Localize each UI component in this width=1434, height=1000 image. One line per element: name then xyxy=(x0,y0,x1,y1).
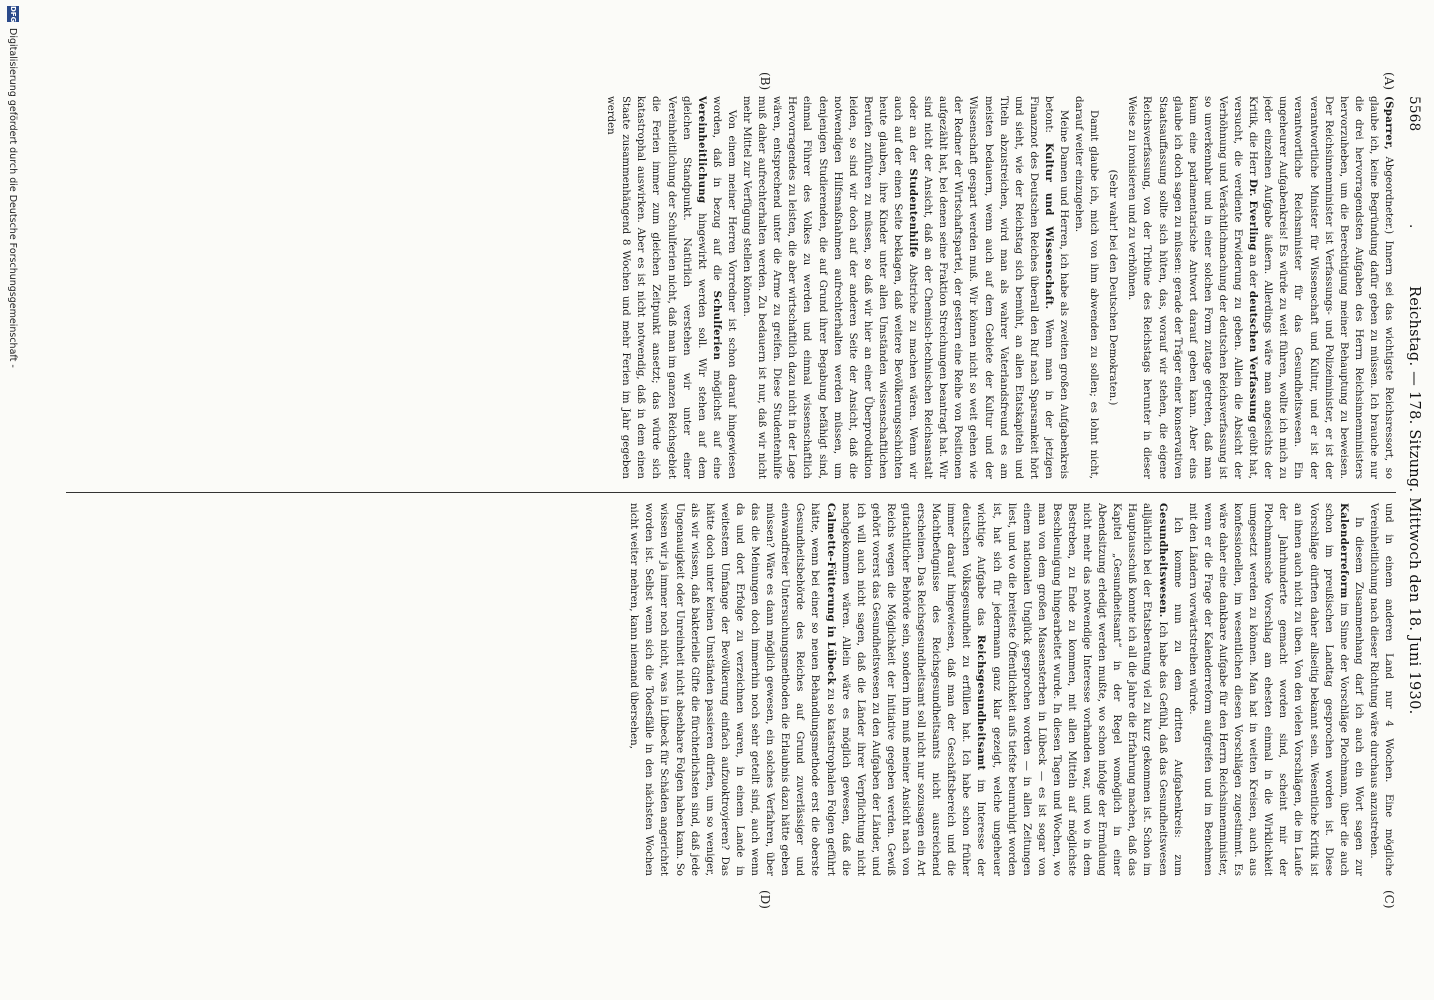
paragraph-text: im Interesse der deutschen Volksgesundheit zu erfüllen hat. Ich habe schon früher immer darauf hingewiesen, daß man der Geschäftsbereich und die Machtbefugnisse des Reichsgesundheitsamts nicht ausreichend erscheinen. Das Reichsgesundheitsamt soll nicht nur sozusagen ein Art gutachtlicher Behörde sein, sondern ihm muß meiner Ansicht nach von Reichs wegen die Möglichkeit der Initiative gegeben werden. Gewiß gehört vorerst das Gesundheitswesen zu den Aufgaben der Länder, und ich will auch nicht sagen, daß die Länder ihrer Verpflichtung nicht nachgekommen wären. Allein wäre es möglich gewesen, daß die xyxy=(839,503,987,876)
paragraph-text: im Sinne der Vorschläge Plochmann, über die auch schon im preußischen Landtag gesprochen worden ist. Diese Vorschläge dürften daher allseitig bekannt sein. Wesentliche Kritik ist an ihnen auch nicht zu üben. Von den vielen Vorschlägen, die im Laufe der Jahrhunderte gemacht worden sind, scheint mir der Plochmannsche Vorschlag am ehesten einmal in die Wirklichkeit umgesetzt werden zu können. Man hat in weiten Kreisen, auch aus konfessionellen, im wesentlichen diesen Vorschlägen zugestimmt. Es wäre daher eine dankbare Aufgabe für den Herrn Reichsinnenminister, wenn er die Frage der Kalenderreform aufgreifen und im Benehmen mit den Ländern vorwärtstreiben würde. xyxy=(1186,503,1349,876)
bold-term: Schulferien xyxy=(710,290,723,361)
paragraph-text: Ich habe das Gefühl, daß das Gesundheitswesen alljährlich bei der Etatsberatung viel zu kurz gekommen ist. Schon im Hauptausschuß konnte ich all die Jahre die Erfahrung machen, daß das Kapitel „Gesundheitsamt“ in der Regel womöglich in einer Abendsitzung erledigt werden mußte, wo schon infolge der Ermüdung nicht mehr das notwendige Interesse vorhanden war, und wo in dem Bestreben, zu Ende zu kommen, mit allen Mitteln auf möglichste Beschleunigung hingearbeitet wurde. In diesen Tagen und Wochen, wo man von dem großen Massensterben in Lübeck — es ist sogar von einem nationalen Unglück gesprochen worden — in allen Zeitungen liest, und wo die breiteste Öffentlichkeit aufs tiefste beunruhigt worden ist, hat sich für jedermann ganz klar gezeigt, welche ungeheuer wichtige Aufgabe das xyxy=(975,503,1168,876)
bold-term: Studentenhilfe xyxy=(907,168,920,258)
bold-term: Calmette-Fütterung in Lübeck xyxy=(824,503,837,685)
paragraph: und in einem anderen Land nur 4 Wochen. Eine mögliche Vereinheitlichung nach dieser Richtung wäre durchaus anzustreben. xyxy=(1367,503,1394,876)
speaker-name: (Sparrer, xyxy=(1383,96,1395,150)
margin-marker-d: (D) xyxy=(758,890,772,909)
paragraph-text: möglichst auf eine xyxy=(710,370,722,479)
paragraph-text: Meine Damen und Herren, ich habe als zweiten großen Aufgabenkreis betont: xyxy=(1042,96,1070,479)
bold-term: Kalenderreform xyxy=(1337,503,1350,599)
paragraph: Damit glaube ich, mich von ihm abwenden zu sollen; es lohnt nicht, darauf weiter einzugehen. xyxy=(1073,96,1100,479)
margin-marker-a: (A) xyxy=(1382,72,1396,91)
paragraph xyxy=(626,503,1184,876)
paragraph-text: Von einem meiner Herren Vorredner ist schon darauf hingewiesen worden, daß in bezug auf die xyxy=(710,96,737,479)
bold-name: Dr. Everling xyxy=(1247,178,1260,251)
dfg-logo: DFG xyxy=(9,6,17,23)
margin-marker-c: (C) xyxy=(1382,890,1396,909)
bold-term: Vereinheitlichung xyxy=(695,96,708,204)
paragraph-text: Ich komme nun zu dem dritten Aufgabenkreis: zum xyxy=(1171,517,1183,876)
header-title: Reichstag. — 178. Sitzung. Mittwoch den 18. Juni 1930. xyxy=(1406,286,1422,715)
page-header xyxy=(1398,96,1422,966)
paragraph xyxy=(739,96,1071,479)
paragraph-text: geübt hat, versucht, die verdiente Erwiderung zu geben. Allein die Absicht der Verhöhnung und Verächtlichmachung der deutschen Reichsverfassung ist so unverkennbar und in einer solchen Form zutage getreten, daß man kaum eine parlamentarische Antwort darauf geben kann. Aber eins glaube ich doch sagen zu müssen: gerade der Träger einer konservativen Staatsauffassung sollte sich hüten, das, worauf wir stehen, die eigene Reichsverfassung, von der Tribüne des Reichstags herunter in dieser Weise zu ironisieren und zu verhöhnen. xyxy=(1126,96,1259,479)
paragraph-text: hingewirkt werden soll. Wir stehen auf dem gleichen Standpunkt. Natürlich verstehen wir unter einer Vereinheitlichung der Schulferien nicht, daß man im ganzen Reichsgebiet die Ferien immer zum gleichen Zeitpunkt ansetzt; das würde sich katastrophal auswirken. Aber es ist nicht notwendig, daß in dem einen Staate zusammenhängend 8 Wochen und mehr Ferien im Jahr gegeben werden xyxy=(605,96,707,479)
paragraph-text: an der xyxy=(1247,254,1259,288)
left-column xyxy=(66,96,1396,479)
header-dot: . xyxy=(1406,224,1422,229)
paragraph-text: Wenn man in der jetzigen Finanznot des Deutschen Reiches überall den Ruf nach Sparsamkeit hört und sieht, wie der Reichstag sich bemüht, an allen Etatskapiteln und Titeln abzustreichen, wird man als wahrer Vaterlandsfreund es am meisten bedauern, wenn auch auf dem Gebiete der Kultur und der Wissenschaft gespart werden muß. Wir können nicht so weit gehen wie der Redner der Wirtschaftspartei, der gestern eine Reihe von Positionen aufgezählt hat, bei denen seine Fraktion Streichungen beantragt hat. Wir sind nicht der Ansicht, daß an der Chemisch-technischen Reichsanstalt oder an der xyxy=(907,96,1054,479)
right-column xyxy=(66,492,1396,876)
bold-term: deutschen Verfassung xyxy=(1247,290,1260,423)
paragraph xyxy=(603,96,739,479)
paragraph xyxy=(1124,96,1396,479)
bold-term: Reichsgesundheitsamt xyxy=(975,634,988,771)
paragraph-text: In diesem Zusammenhang darf ich auch ein Wort sagen zur xyxy=(1352,517,1364,876)
digitization-footer xyxy=(0,0,22,1000)
footer-text: Digitalisierung gefördert durch die Deutsche Forschungsgemeinschaft - xyxy=(7,28,18,368)
interjection: (Sehr wahr! bei den Deutschen Demokraten.) xyxy=(1107,169,1119,406)
margin-marker-b: (B) xyxy=(758,72,772,91)
paragraph xyxy=(1185,503,1366,876)
bold-term: Kultur und Wissenschaft. xyxy=(1042,142,1055,310)
paragraph-text: zu so katastrophalen Folgen geführt hätte, wenn bei einer so neuen Behandlungsmethode erst die oberste Gesundheitsbehörde des Reiches auf Grund zuverlässiger und einwandfreier Untersuchungsmethoden die Erlaubnis dazu hätte geben müssen? Wäre es dann möglich gewesen, ein solches Verfahren, über das die Meinungen doch immerhin noch sehr geteilt sind, auch wenn da und dort Erfolge zu verzeichnen waren, in einem Lande in weitestem Umfange der Bevölkerung einfach aufzuoktroyieren? Das hätte doch unter keinen Umständen passieren dürfen, um so weniger, als wir wissen, daß bakterielle Gifte die fürchterlichsten sind, daß jede Ungenauigkeit oder Unreinheit nicht absehbare Folgen haben kann. So wissen wir ja immer noch nicht, was in Lübeck für Schäden angerichtet worden ist. Selbst wenn sich die Todesfälle in den nächsten Wochen nicht weiter mehren, kann niemand übersehen, xyxy=(628,503,836,876)
bold-term: Gesundheitswesen. xyxy=(1156,503,1169,618)
paragraph-text: Abstriche zu machen wären. Wenn wir auch auf der einen Seite beklagen, daß weitere Bevölkerungsschichten heute glauben, ihre Kinder unter allen Umständen wissenschaftlichen Berufen zuführen zu müssen, so daß wir hier an einer Überproduktion leiden, so sind wir doch auf der anderen Seite der Ansicht, daß die notwendigen Hilfsmaßnahmen aufrechterhalten werden müssen, um denjenigen Studierenden, die auf Grund ihrer Begabung befähigt sind, einmal Führer des Volkes zu werden und einmal wissenschaftlich Hervorragendes zu leisten, die aber wirtschaftlich dazu nicht in der Lage wären, entsprechend unter die Arme zu greifen. Diese Studentenhilfe muß daher aufrechterhalten werden. Zu bedauern ist nur, daß wir nicht mehr Mittel zur Verfügung stellen können. xyxy=(741,96,919,479)
paragraph-text: Abgeordneter.) Innern sei das wichtigste Reichsressort, so glaube ich, keine Begründung dafür geben zu müssen. Ich brauche nur die drei hervorragendsten Aufgaben des Herrn Reichsinnenministers hervorzuheben, um die Berechtigung meiner Behauptung zu beweisen. Der Reichsinnenminister ist Verfassungs- und Polizeiminister, er ist der verantwortliche Minister für Wissenschaft und Kultur, und er ist der verantwortliche Reichsminister für das Gesundheitswesen. Ein ungeheurer Aufgabenkreis! Es würde zu weit führen, wollte ich mich zu jeder einzelnen Aufgabe äußern. Allerdings wäre man angesichts der Kritik, die Herr xyxy=(1247,96,1394,479)
page-number: 5568 xyxy=(1406,96,1422,132)
